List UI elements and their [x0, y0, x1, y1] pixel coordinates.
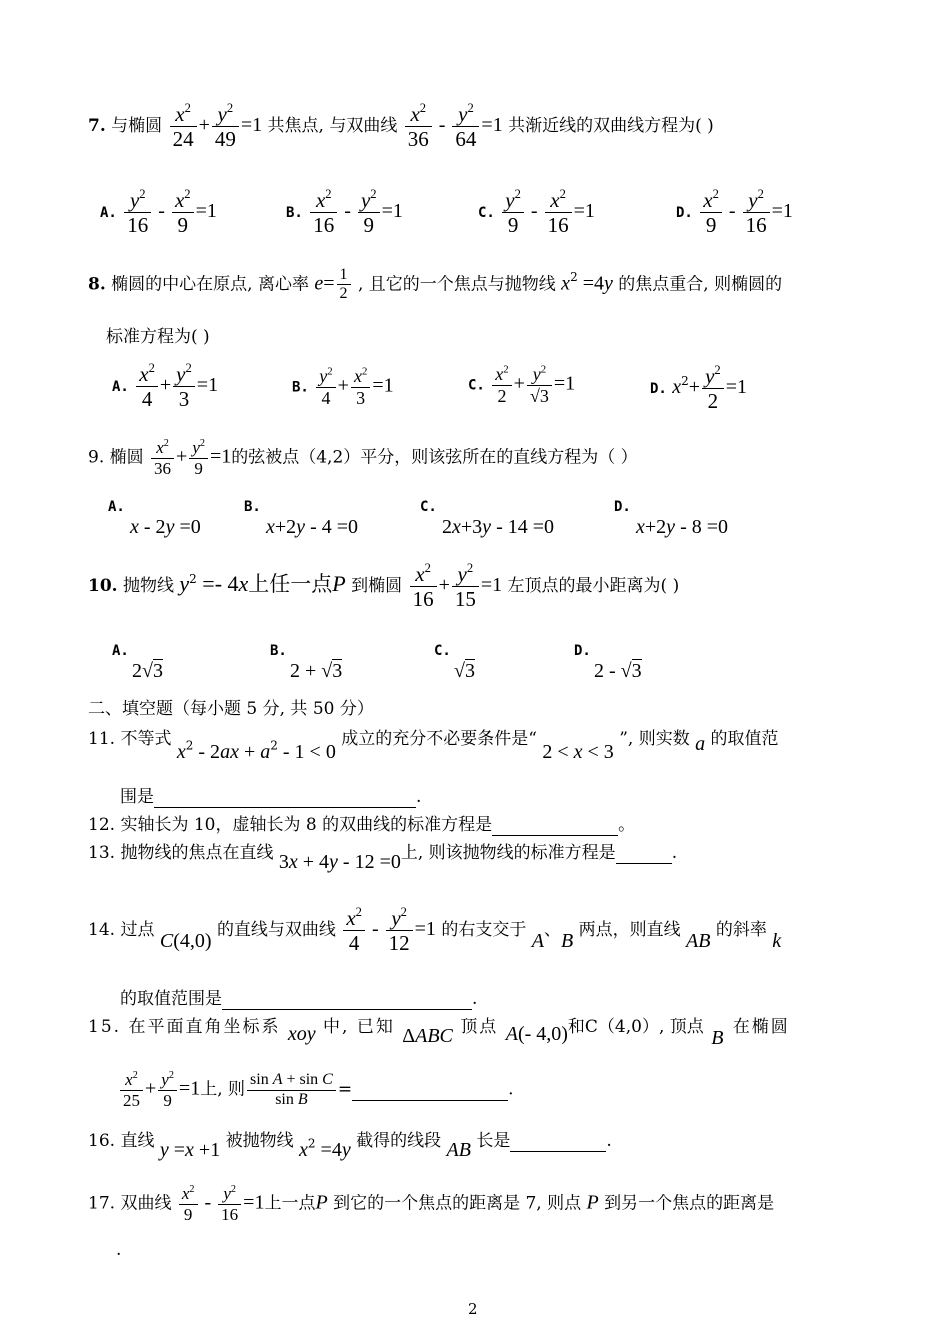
question-text: 的取值范: [710, 729, 779, 749]
question-17-line2: .: [116, 1240, 122, 1260]
math-fraction: $\frac{y^2}{9}$: [358, 188, 380, 237]
question-text: 截得的线段: [356, 1131, 442, 1151]
math-fraction: $\frac{1}{2}$: [337, 266, 351, 304]
question-text: 顶点: [460, 1017, 499, 1037]
question-15-line2: $\frac{x^2}{25}$ + $\frac{y^2}{9}$ =1上, 则 $\frac{\text{sin A + sin C}}{\text{sin B}}$ = .: [118, 1070, 514, 1110]
section-title: 二、填空题（每小题 5 分, 共 50 分）: [88, 699, 374, 719]
q10-option-c: C. √3: [434, 643, 475, 682]
q9-option-c: C. 2x+3y - 14 =0: [420, 499, 555, 538]
question-text: 椭圆的中心在原点, 离心率: [111, 274, 309, 295]
option-label: C.: [420, 499, 437, 515]
answer-blank[interactable]: [352, 1080, 508, 1101]
question-12: [88, 810, 635, 836]
question-number: 9. 椭圆: [88, 447, 144, 468]
math-fraction: $\frac{x^2}{9}$: [700, 188, 722, 237]
question-text: 的右支交于: [441, 920, 527, 941]
math-fraction: $\frac{y^2}{16}$: [124, 188, 151, 237]
question-text: .: [416, 787, 422, 807]
question-text: .: [472, 989, 478, 1009]
question-text: 成立的充分不必要条件是“: [341, 729, 537, 749]
question-11-line2: [120, 782, 421, 808]
question-text: 到椭圆: [351, 576, 403, 597]
question-text: 与椭圆: [111, 116, 163, 137]
math-fraction: $\frac{y^2}{4}$: [316, 366, 335, 408]
math-fraction: $\frac{y^2}{√3}$: [527, 364, 552, 406]
question-text: ”, 则实数: [619, 729, 690, 749]
question-text: 和C（4,0）, 顶点: [567, 1017, 704, 1037]
option-label: D.: [614, 499, 631, 515]
question-text: 的取值范围是: [120, 989, 222, 1009]
q7-option-d: D. $\frac{x^2}{9}$ - $\frac{y^2}{16}$ =1: [676, 187, 793, 238]
question-14: 14. 过点 C(4,0) 的直线与双曲线 $\frac{x^2}{4}$ - $\frac{y^2}{12}$ =1 的右支交于 A、B 两点，则直线 AB 的斜率 k: [88, 905, 782, 956]
math-fraction: $\frac{x^2}{3}$: [351, 366, 370, 408]
answer-blank[interactable]: [616, 843, 672, 864]
question-text: .: [671, 843, 678, 863]
question-10: 10. 抛物线 $y^2 =- 4x$上任一点P 到椭圆 $\frac{x^2}{16}$ + $\frac{y^2}{15}$ =1 左顶点的最小距离为( ): [88, 561, 680, 612]
option-label: D.: [574, 643, 591, 659]
question-11: 11. 不等式 $x^2 - 2ax + a^2 - 1 < 0$ 成立的充分不必要条件是“ 2 < x < 3 ”, 则实数 a 的取值范: [88, 729, 779, 763]
question-text: 17. 双曲线: [88, 1193, 172, 1214]
question-text: 围是: [120, 787, 154, 807]
question-8: 8. 椭圆的中心在原点, 离心率 e= $\frac{1}{2}$ , 且它的一个焦点与抛物线 $x^2 =4y$ 的焦点重合, 则椭圆的: [88, 266, 783, 303]
math-fraction: $\frac{y^2}{9}$: [158, 1070, 177, 1110]
math-fraction: $\frac{x^2}{36}$: [151, 438, 174, 478]
question-text: , 且它的一个焦点与抛物线: [357, 274, 556, 295]
option-label: D.: [676, 205, 693, 222]
q10-option-b: B. 2 + √3: [270, 643, 343, 682]
question-text: 到另一个焦点的距离是: [604, 1193, 775, 1214]
question-text: 共渐近线的双曲线方程为( ): [508, 116, 714, 137]
math-fraction: $\frac{x^2}{9}$: [179, 1184, 198, 1224]
q7-option-a: A. $\frac{y^2}{16}$ - $\frac{x^2}{9}$ =1: [100, 187, 217, 238]
question-text: 12. 实轴长为 10，虚轴长为 8 的双曲线的标准方程是: [88, 815, 493, 835]
option-label: B.: [270, 643, 287, 659]
math-fraction: $\frac{y^2}{16}$: [218, 1184, 241, 1224]
option-label: A.: [112, 379, 129, 396]
question-text: 、: [543, 920, 561, 941]
question-14-line2: [120, 984, 477, 1010]
option-label: A.: [108, 499, 125, 515]
question-text: 抛物线: [122, 576, 174, 597]
question-number: 7.: [88, 116, 106, 137]
math-fraction: $\frac{x^2}{16}$: [310, 188, 337, 237]
q9-option-d: D. x+2y - 8 =0: [614, 499, 729, 538]
q10-option-d: D. 2 - √3: [574, 643, 642, 682]
question-text: 的焦点重合, 则椭圆的: [618, 274, 783, 295]
question-8-line2: 标准方程为( ): [106, 327, 210, 347]
q7-option-b: B. $\frac{x^2}{16}$ - $\frac{y^2}{9}$ =1: [286, 187, 403, 238]
math-fraction: $\frac{y^2}{2}$: [702, 364, 724, 413]
question-16: 16. 直线 y =x +1 被抛物线 $x^2 =4y$ 截得的线段 AB 长是 .: [88, 1131, 612, 1161]
question-text: 。: [618, 815, 636, 835]
math-fraction: $\frac{y^2}{9}$: [189, 438, 208, 478]
math-fraction: $\frac{y^2}{16}$: [743, 188, 770, 237]
math-fraction: $\frac{y^2}{3}$: [173, 362, 195, 411]
question-text: 共焦点, 与双曲线: [267, 116, 398, 137]
question-17: 17. 双曲线 $\frac{x^2}{9}$ - $\frac{y^2}{16}$ =1上一点P 到它的一个焦点的距离是 7, 则点 P 到另一个焦点的距离是: [88, 1183, 775, 1224]
question-text: 长是: [476, 1131, 511, 1151]
option-label: B.: [292, 379, 309, 396]
math-fraction: $\frac{\text{sin A + sin C}}{\text{sin B}}$: [247, 1071, 336, 1109]
question-text: 中, 已知: [323, 1017, 395, 1037]
option-label: C.: [478, 205, 495, 222]
answer-blank[interactable]: [154, 787, 416, 808]
math-fraction: $\frac{x^2}{4}$: [136, 362, 158, 411]
math-fraction: $\frac{y^2}{64}$: [452, 102, 479, 151]
question-text: 的斜率: [715, 920, 767, 941]
option-label: A.: [100, 205, 117, 222]
question-text: 左顶点的最小距离为( ): [507, 576, 680, 597]
math-fraction: $\frac{x^2}{4}$: [343, 906, 365, 955]
q8-option-b: B. $\frac{y^2}{4}$ + $\frac{x^2}{3}$ =1: [292, 365, 394, 408]
option-label: C.: [434, 643, 451, 659]
math-fraction: $\frac{x^2}{9}$: [172, 188, 194, 237]
answer-blank[interactable]: [510, 1131, 606, 1152]
math-fraction: $\frac{y^2}{9}$: [502, 188, 524, 237]
q8-option-a: A. $\frac{x^2}{4}$ + $\frac{y^2}{3}$ =1: [112, 361, 219, 412]
answer-blank[interactable]: [492, 815, 618, 836]
question-text: 上一点: [264, 1193, 316, 1214]
page-number: 2: [468, 1300, 478, 1318]
math-fraction: $\frac{x^2}{2}$: [492, 364, 511, 406]
question-number: 11.: [88, 729, 116, 749]
math-fraction: $\frac{x^2}{16}$: [410, 562, 437, 611]
question-9: 9. 椭圆 $\frac{x^2}{36}$ + $\frac{y^2}{9}$ =1的弦被点（4,2）平分，则该弦所在的直线方程为（ ）: [88, 437, 638, 478]
math-fraction: $\frac{x^2}{16}$: [545, 188, 572, 237]
question-text: 被抛物线: [225, 1131, 294, 1151]
question-text: 上, 则该抛物线的标准方程是: [400, 843, 616, 863]
math-fraction: $\frac{y^2}{49}$: [212, 102, 239, 151]
question-number: 8.: [88, 274, 106, 295]
question-text: 16. 直线: [88, 1131, 155, 1151]
question-text: 13. 抛物线的焦点在直线: [88, 843, 274, 863]
question-text: 两点，则直线: [578, 920, 681, 941]
question-text: .: [508, 1079, 514, 1100]
question-13: 13. 抛物线的焦点在直线 3x + 4y - 12 =0上, 则该抛物线的标准方程是 .: [88, 843, 678, 873]
math-fraction: $\frac{x^2}{24}$: [170, 102, 197, 151]
math-fraction: $\frac{y^2}{12}$: [386, 906, 413, 955]
question-text: 14. 过点: [88, 920, 155, 941]
question-text: 不等式: [120, 729, 172, 749]
question-7: 7. 与椭圆 $\frac{x^2}{24}$ + $\frac{y^2}{49}$ =1 共焦点, 与双曲线 $\frac{x^2}{36}$ - $\frac{y^2}{64}$ =1 共渐近线的双曲线方程为( ): [88, 101, 714, 152]
question-text: .: [606, 1131, 612, 1151]
question-text: 在椭圆: [732, 1017, 790, 1037]
math-fraction: $\frac{y^2}{15}$: [452, 562, 479, 611]
question-text: 到它的一个焦点的距离是 7, 则点: [333, 1193, 582, 1214]
q9-option-b: B. x+2y - 4 =0: [244, 499, 359, 538]
question-text: =: [337, 1079, 353, 1100]
question-text: 上, 则: [200, 1079, 246, 1100]
option-label: B.: [286, 205, 303, 222]
math-fraction: $\frac{x^2}{25}$: [120, 1070, 143, 1110]
option-label: D.: [650, 381, 667, 398]
question-15: 15. 在平面直角坐标系 xoy 中, 已知 ΔABC 顶点 A(- 4,0)和C（4,0）, 顶点 B 在椭圆: [88, 1017, 790, 1049]
option-label: A.: [112, 643, 129, 659]
option-label: C.: [468, 377, 485, 394]
question-text: 15. 在平面直角坐标系: [88, 1017, 281, 1037]
question-text: 上任一点: [248, 572, 333, 597]
q10-option-a: A. 2√3: [112, 643, 163, 682]
answer-blank[interactable]: [222, 989, 472, 1010]
q7-option-c: C. $\frac{y^2}{9}$ - $\frac{x^2}{16}$ =1: [478, 187, 595, 238]
option-label: B.: [244, 499, 261, 515]
q9-option-a: A. x - 2y =0: [108, 499, 201, 538]
q8-option-c: C. $\frac{x^2}{2}$ + $\frac{y^2}{√3}$ =1: [468, 363, 576, 406]
question-number: 10.: [88, 576, 118, 597]
q8-option-d: D. $x^2+$ $\frac{y^2}{2}$ =1: [650, 363, 747, 414]
question-text: 的直线与双曲线: [216, 920, 336, 941]
question-text: 的弦被点（4,2）平分，则该弦所在的直线方程为（ ）: [231, 447, 638, 468]
math-fraction: $\frac{x^2}{36}$: [405, 102, 432, 151]
